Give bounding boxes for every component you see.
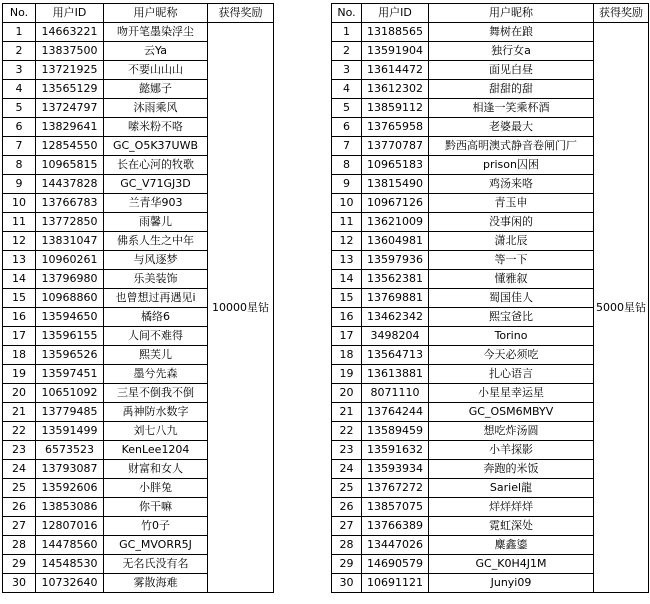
row-number: 10 xyxy=(332,194,362,213)
user-id-cell: 13613881 xyxy=(362,365,429,384)
nickname-cell: 财富和女人 xyxy=(104,460,208,479)
nickname-cell: 云Ya xyxy=(104,42,208,61)
user-id-cell: 13796980 xyxy=(36,270,104,289)
user-id-cell: 13593934 xyxy=(362,460,429,479)
user-id-cell: 12807016 xyxy=(36,517,104,536)
user-id-cell: 13462342 xyxy=(362,308,429,327)
user-id-cell: 13721925 xyxy=(36,61,104,80)
nickname-cell: 没事闲的 xyxy=(429,213,594,232)
row-number: 4 xyxy=(3,80,36,99)
nickname-cell: 人间不难得 xyxy=(104,327,208,346)
table-header-row xyxy=(3,4,274,23)
row-number: 16 xyxy=(332,308,362,327)
row-number: 3 xyxy=(332,61,362,80)
nickname-cell: 佛系人生之中年 xyxy=(104,232,208,251)
row-number: 15 xyxy=(332,289,362,308)
row-number: 13 xyxy=(332,251,362,270)
user-id-cell: 13562381 xyxy=(362,270,429,289)
nickname-cell: GC_K0H4J1M xyxy=(429,555,594,574)
nickname-cell: 黔西高明澳式静音卷闸门厂 xyxy=(429,137,594,156)
nickname-cell: 兰青华903 xyxy=(104,194,208,213)
user-id-cell: 14548530 xyxy=(36,555,104,574)
header-no: No. xyxy=(332,4,362,23)
user-id-cell: 8071110 xyxy=(362,384,429,403)
nickname-cell: 烊烊烊烊 xyxy=(429,498,594,517)
table-row xyxy=(332,23,649,42)
nickname-cell: Junyi09 xyxy=(429,574,594,593)
header-reward: 获得奖励 xyxy=(594,4,649,23)
nickname-cell: 潇北辰 xyxy=(429,232,594,251)
user-id-cell: 13724797 xyxy=(36,99,104,118)
nickname-cell: Torino xyxy=(429,327,594,346)
row-number: 26 xyxy=(3,498,36,517)
nickname-cell: 甜甜的甜 xyxy=(429,80,594,99)
user-id-cell: 13591499 xyxy=(36,422,104,441)
award-table-left xyxy=(2,3,274,593)
row-number: 29 xyxy=(3,555,36,574)
user-id-cell: 13764244 xyxy=(362,403,429,422)
user-id-cell: 10732640 xyxy=(36,574,104,593)
row-number: 27 xyxy=(3,517,36,536)
row-number: 26 xyxy=(332,498,362,517)
user-id-cell: 13591632 xyxy=(362,441,429,460)
row-number: 11 xyxy=(3,213,36,232)
user-id-cell: 14437828 xyxy=(36,175,104,194)
nickname-cell: 墨兮先森 xyxy=(104,365,208,384)
row-number: 23 xyxy=(3,441,36,460)
row-number: 7 xyxy=(3,137,36,156)
user-id-cell: 13565129 xyxy=(36,80,104,99)
row-number: 6 xyxy=(3,118,36,137)
row-number: 20 xyxy=(332,384,362,403)
user-id-cell: 13765958 xyxy=(362,118,429,137)
user-id-cell: 12854550 xyxy=(36,137,104,156)
user-id-cell: 3498204 xyxy=(362,327,429,346)
row-number: 30 xyxy=(332,574,362,593)
user-id-cell: 13564713 xyxy=(362,346,429,365)
nickname-cell: 蜀国佳人 xyxy=(429,289,594,308)
row-number: 22 xyxy=(3,422,36,441)
nickname-cell: 不要山山山 xyxy=(104,61,208,80)
nickname-cell: 扎心语言 xyxy=(429,365,594,384)
user-id-cell: 10651092 xyxy=(36,384,104,403)
row-number: 22 xyxy=(332,422,362,441)
row-number: 21 xyxy=(3,403,36,422)
header-nickname: 用户昵称 xyxy=(429,4,594,23)
user-id-cell: 13447026 xyxy=(362,536,429,555)
row-number: 17 xyxy=(332,327,362,346)
nickname-cell: GC_MVORR5J xyxy=(104,536,208,555)
nickname-cell: 熙宝爸比 xyxy=(429,308,594,327)
user-id-cell: 6573523 xyxy=(36,441,104,460)
row-number: 8 xyxy=(3,156,36,175)
user-id-cell: 10691121 xyxy=(362,574,429,593)
nickname-cell: 沐雨乘风 xyxy=(104,99,208,118)
row-number: 24 xyxy=(3,460,36,479)
nickname-cell: 霓虹深处 xyxy=(429,517,594,536)
row-number: 9 xyxy=(3,175,36,194)
row-number: 2 xyxy=(3,42,36,61)
user-id-cell: 13597936 xyxy=(362,251,429,270)
nickname-cell: 想吃炸汤圆 xyxy=(429,422,594,441)
row-number: 8 xyxy=(332,156,362,175)
user-id-cell: 13767272 xyxy=(362,479,429,498)
nickname-cell: 熙芙儿 xyxy=(104,346,208,365)
row-number: 29 xyxy=(332,555,362,574)
user-id-cell: 13621009 xyxy=(362,213,429,232)
user-id-cell: 13793087 xyxy=(36,460,104,479)
row-number: 25 xyxy=(332,479,362,498)
nickname-cell: 小胖兔 xyxy=(104,479,208,498)
row-number: 28 xyxy=(3,536,36,555)
table-header-row xyxy=(332,4,649,23)
user-id-cell: 13859112 xyxy=(362,99,429,118)
row-number: 5 xyxy=(3,99,36,118)
user-id-cell: 13853086 xyxy=(36,498,104,517)
row-number: 24 xyxy=(332,460,362,479)
nickname-cell: 禹神防水数字 xyxy=(104,403,208,422)
user-id-cell: 14478560 xyxy=(36,536,104,555)
nickname-cell: 等一下 xyxy=(429,251,594,270)
nickname-cell: 乐美装饰 xyxy=(104,270,208,289)
nickname-cell: 竹0子 xyxy=(104,517,208,536)
user-id-cell: 13188565 xyxy=(362,23,429,42)
nickname-cell: 吻开笔墨染浮尘 xyxy=(104,23,208,42)
row-number: 11 xyxy=(332,213,362,232)
user-id-cell: 13612302 xyxy=(362,80,429,99)
header-no: No. xyxy=(3,4,36,23)
row-number: 4 xyxy=(332,80,362,99)
row-number: 18 xyxy=(332,346,362,365)
user-id-cell: 13766389 xyxy=(362,517,429,536)
row-number: 1 xyxy=(332,23,362,42)
row-number: 27 xyxy=(332,517,362,536)
nickname-cell: KenLee1204 xyxy=(104,441,208,460)
user-id-cell: 13829641 xyxy=(36,118,104,137)
row-number: 12 xyxy=(3,232,36,251)
user-id-cell: 13831047 xyxy=(36,232,104,251)
row-number: 25 xyxy=(3,479,36,498)
nickname-cell: GC_V71GJ3D xyxy=(104,175,208,194)
user-id-cell: 13772850 xyxy=(36,213,104,232)
header-nickname: 用户昵称 xyxy=(104,4,208,23)
nickname-cell: 独行女a xyxy=(429,42,594,61)
table-body xyxy=(332,23,649,593)
header-user-id: 用户ID xyxy=(36,4,104,23)
nickname-cell: 舞树在踉 xyxy=(429,23,594,42)
user-id-cell: 13592606 xyxy=(36,479,104,498)
nickname-cell: 青玉申 xyxy=(429,194,594,213)
nickname-cell: 老婆最大 xyxy=(429,118,594,137)
nickname-cell: 今天必须吃 xyxy=(429,346,594,365)
nickname-cell: 雨馨儿 xyxy=(104,213,208,232)
user-id-cell: 13591904 xyxy=(362,42,429,61)
nickname-cell: 懿娜子 xyxy=(104,80,208,99)
nickname-cell: 长在心河的牧歌 xyxy=(104,156,208,175)
nickname-cell: 小星星幸运星 xyxy=(429,384,594,403)
nickname-cell: 无名氏没有名 xyxy=(104,555,208,574)
nickname-cell: 与风逐梦 xyxy=(104,251,208,270)
user-id-cell: 10965183 xyxy=(362,156,429,175)
row-number: 6 xyxy=(332,118,362,137)
user-id-cell: 13597451 xyxy=(36,365,104,384)
nickname-cell: Sariel龍 xyxy=(429,479,594,498)
nickname-cell: 懂雅叙 xyxy=(429,270,594,289)
nickname-cell: GC_OSM6MBYV xyxy=(429,403,594,422)
row-number: 12 xyxy=(332,232,362,251)
row-number: 19 xyxy=(332,365,362,384)
user-id-cell: 13769881 xyxy=(362,289,429,308)
user-id-cell: 10967126 xyxy=(362,194,429,213)
nickname-cell: 橘络6 xyxy=(104,308,208,327)
row-number: 19 xyxy=(3,365,36,384)
row-number: 20 xyxy=(3,384,36,403)
user-id-cell: 10960261 xyxy=(36,251,104,270)
row-number: 15 xyxy=(3,289,36,308)
row-number: 7 xyxy=(332,137,362,156)
award-table-right xyxy=(331,3,649,593)
user-id-cell: 10965815 xyxy=(36,156,104,175)
user-id-cell: 13766783 xyxy=(36,194,104,213)
row-number: 18 xyxy=(3,346,36,365)
row-number: 30 xyxy=(3,574,36,593)
reward-cell: 10000星钻 xyxy=(208,23,274,593)
user-id-cell: 13589459 xyxy=(362,422,429,441)
nickname-cell: prison囚困 xyxy=(429,156,594,175)
nickname-cell: 也曾想过再遇见i xyxy=(104,289,208,308)
row-number: 1 xyxy=(3,23,36,42)
nickname-cell: 三星不倒我不倒 xyxy=(104,384,208,403)
table-body xyxy=(3,23,274,593)
row-number: 3 xyxy=(3,61,36,80)
user-id-cell: 14690579 xyxy=(362,555,429,574)
user-id-cell: 13770787 xyxy=(362,137,429,156)
nickname-cell: 小羊探影 xyxy=(429,441,594,460)
nickname-cell: 相逢一笑乘杯酒 xyxy=(429,99,594,118)
row-number: 14 xyxy=(3,270,36,289)
nickname-cell: 麋鑫鎏 xyxy=(429,536,594,555)
user-id-cell: 13779485 xyxy=(36,403,104,422)
user-id-cell: 10968860 xyxy=(36,289,104,308)
nickname-cell: 雾散海难 xyxy=(104,574,208,593)
nickname-cell: GC_O5K37UWB xyxy=(104,137,208,156)
user-id-cell: 13604981 xyxy=(362,232,429,251)
nickname-cell: 面见白昼 xyxy=(429,61,594,80)
row-number: 13 xyxy=(3,251,36,270)
row-number: 17 xyxy=(3,327,36,346)
reward-cell: 5000星钻 xyxy=(594,23,649,593)
user-id-cell: 13596526 xyxy=(36,346,104,365)
row-number: 9 xyxy=(332,175,362,194)
row-number: 16 xyxy=(3,308,36,327)
user-id-cell: 13837500 xyxy=(36,42,104,61)
nickname-cell: 嗦米粉不咯 xyxy=(104,118,208,137)
table-row xyxy=(3,23,274,42)
row-number: 28 xyxy=(332,536,362,555)
user-id-cell: 13815490 xyxy=(362,175,429,194)
row-number: 2 xyxy=(332,42,362,61)
user-id-cell: 13614472 xyxy=(362,61,429,80)
row-number: 23 xyxy=(332,441,362,460)
nickname-cell: 刘七八九 xyxy=(104,422,208,441)
nickname-cell: 鸡汤来咯 xyxy=(429,175,594,194)
user-id-cell: 13857075 xyxy=(362,498,429,517)
user-id-cell: 13596155 xyxy=(36,327,104,346)
row-number: 5 xyxy=(332,99,362,118)
row-number: 10 xyxy=(3,194,36,213)
user-id-cell: 14663221 xyxy=(36,23,104,42)
row-number: 21 xyxy=(332,403,362,422)
header-user-id: 用户ID xyxy=(362,4,429,23)
nickname-cell: 奔跑的米饭 xyxy=(429,460,594,479)
user-id-cell: 13594650 xyxy=(36,308,104,327)
nickname-cell: 你干嘛 xyxy=(104,498,208,517)
row-number: 14 xyxy=(332,270,362,289)
header-reward: 获得奖励 xyxy=(208,4,274,23)
